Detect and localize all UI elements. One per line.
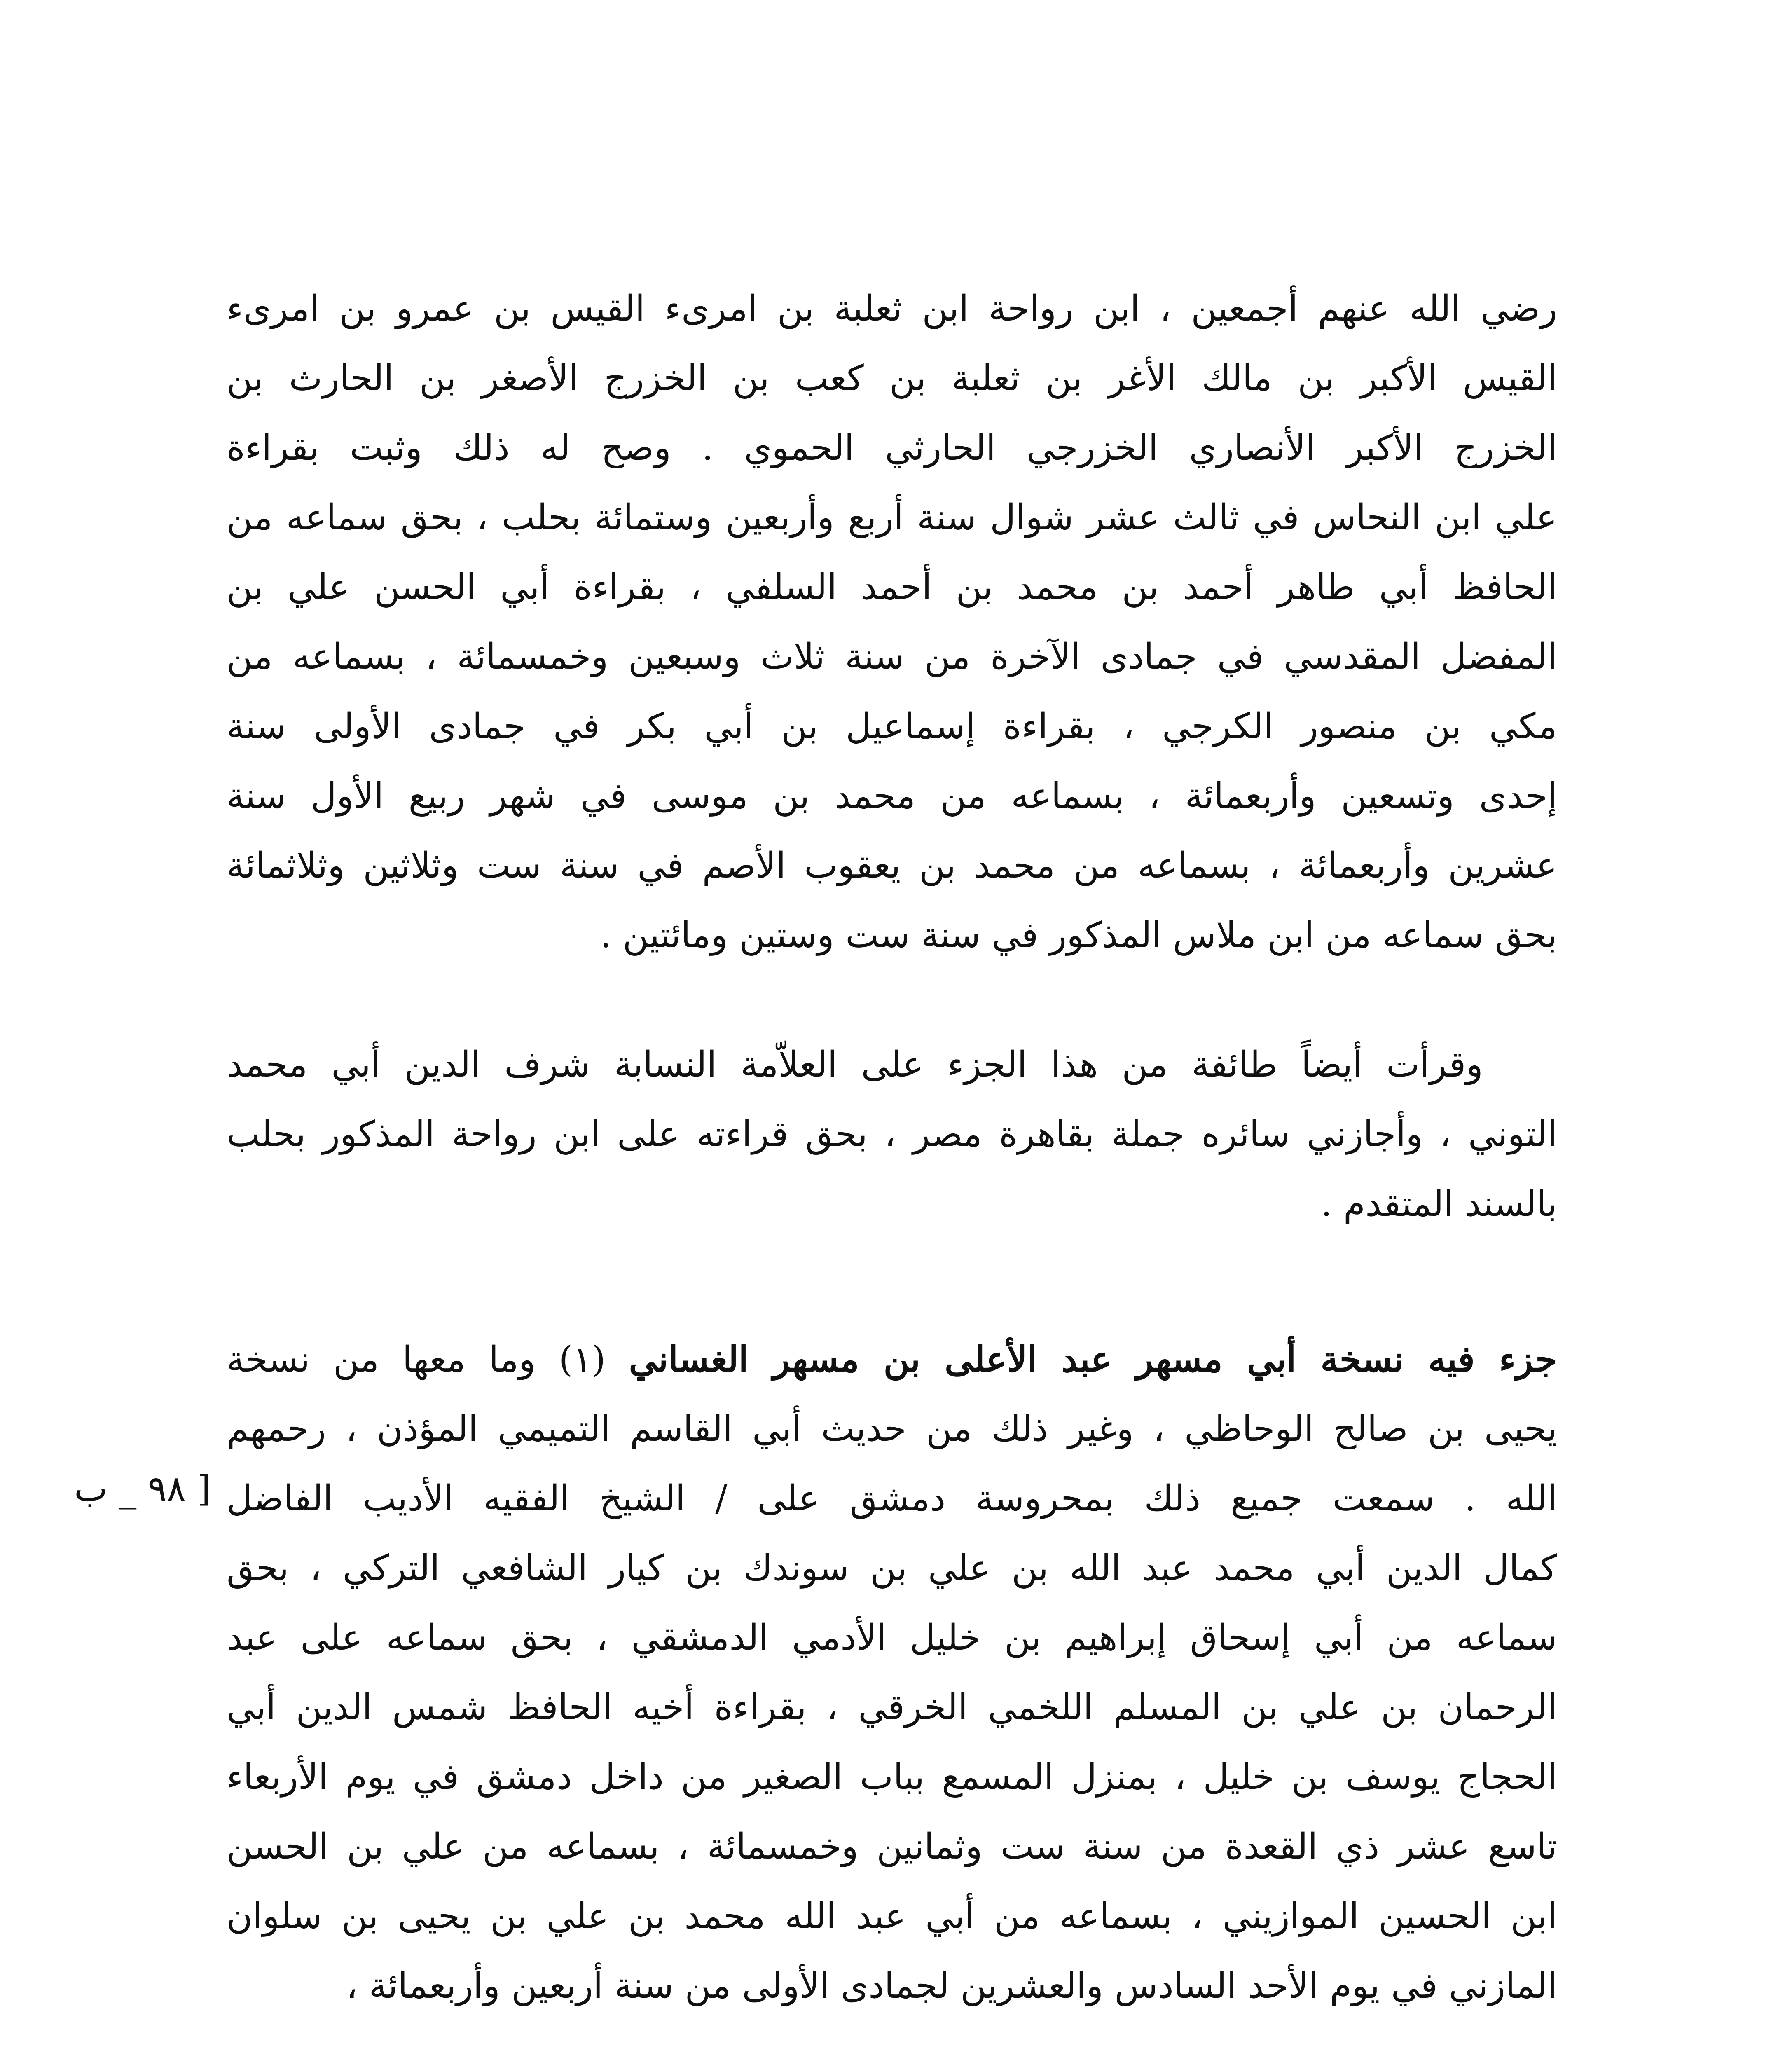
section-heading (227, 1325, 1557, 1394)
text-line: الله . سمعت جميع ذلك بمحروسة دمشق على / الشيخ الفقيه الأديب الفاضل (227, 1478, 1557, 1519)
text-line: الخزرج الأكبر الأنصاري الخزرجي الحارثي الحموي . وصح له ذلك وثبت بقراءة (227, 427, 1557, 468)
text-line: رضي الله عنهم أجمعين ، ابن رواحة ابن ثعلبة بن امرىء القيس بن عمرو بن امرىء (227, 288, 1557, 329)
text-line: الرحمان بن علي بن المسلم اللخمي الخرقي ، بقراءة أخيه الحافظ شمس الدين أبي (227, 1687, 1557, 1728)
heading-continuation: (١) وما معها من نسخة (227, 1339, 606, 1380)
text-line: إحدى وتسعين وأربعمائة ، بسماعه من محمد بن موسى في شهر ربيع الأول سنة (227, 775, 1557, 817)
paragraph-reading-note (227, 1030, 1557, 1239)
text-line: تاسع عشر ذي القعدة من سنة ست وثمانين وخمسمائة ، بسماعه من علي بن الحسن (227, 1826, 1557, 1867)
text-line: مكي بن منصور الكرجي ، بقراءة إسماعيل بن أبي بكر في جمادى الأولى سنة (227, 706, 1557, 747)
text-line: يحيى بن صالح الوحاظي ، وغير ذلك من حديث أبي القاسم التميمي المؤذن ، رحمهم (227, 1408, 1557, 1449)
text-line: كمال الدين أبي محمد عبد الله بن علي بن سوندك بن كيار الشافعي التركي ، بحق (227, 1547, 1557, 1589)
text-line: عشرين وأربعمائة ، بسماعه من محمد بن يعقوب الأصم في سنة ست وثلاثين وثلاثمائة (227, 845, 1557, 886)
text-line: سماعه من أبي إسحاق إبراهيم بن خليل الأدمي الدمشقي ، بحق سماعه على عبد (227, 1617, 1557, 1658)
text-line: علي ابن النحاس في ثالث عشر شوال سنة أربع وأربعين وستمائة بحلب ، بحق سماعه من (227, 497, 1557, 538)
heading-title: جزء فيه نسخة أبي مسهر عبد الأعلى بن مسهر الغساني (629, 1339, 1557, 1380)
text-line: بالسند المتقدم . (1321, 1183, 1557, 1224)
text-line: ابن الحسين الموازيني ، بسماعه من أبي عبد الله محمد بن علي بن يحيى بن سلوان (227, 1896, 1557, 1937)
text-line: القيس الأكبر بن مالك الأغر بن ثعلبة بن كعب بن الخزرج الأصغر بن الحارث بن (227, 358, 1557, 399)
text-line: بحق سماعه من ابن ملاس المذكور في سنة ست وستين ومائتين . (600, 915, 1557, 956)
paragraph-isnad-1 (227, 274, 1557, 970)
text-line: الحجاج يوسف بن خليل ، بمنزل المسمع بباب الصغير من داخل دمشق في يوم الأربعاء (227, 1756, 1557, 1798)
text-line: المفضل المقدسي في جمادى الآخرة من سنة ثلاث وسبعين وخمسمائة ، بسماعه من (227, 636, 1557, 677)
paragraph-juz-section (227, 1325, 1557, 2021)
manuscript-folio-marker: [ ٩٨ _ ب (74, 1468, 211, 1510)
text-line: وقرأت أيضاً طائفة من هذا الجزء على العلاّمة النسابة شرف الدين أبي محمد (227, 1044, 1483, 1085)
text-line: التوني ، وأجازني سائره جملة بقاهرة مصر ، بحق قراءته على ابن رواحة المذكور بحلب (227, 1114, 1557, 1155)
text-line: الحافظ أبي طاهر أحمد بن محمد بن أحمد السلفي ، بقراءة أبي الحسن علي بن (227, 566, 1557, 608)
text-line: المازني في يوم الأحد السادس والعشرين لجمادى الأولى من سنة أربعين وأربعمائة ، (346, 1965, 1557, 2006)
